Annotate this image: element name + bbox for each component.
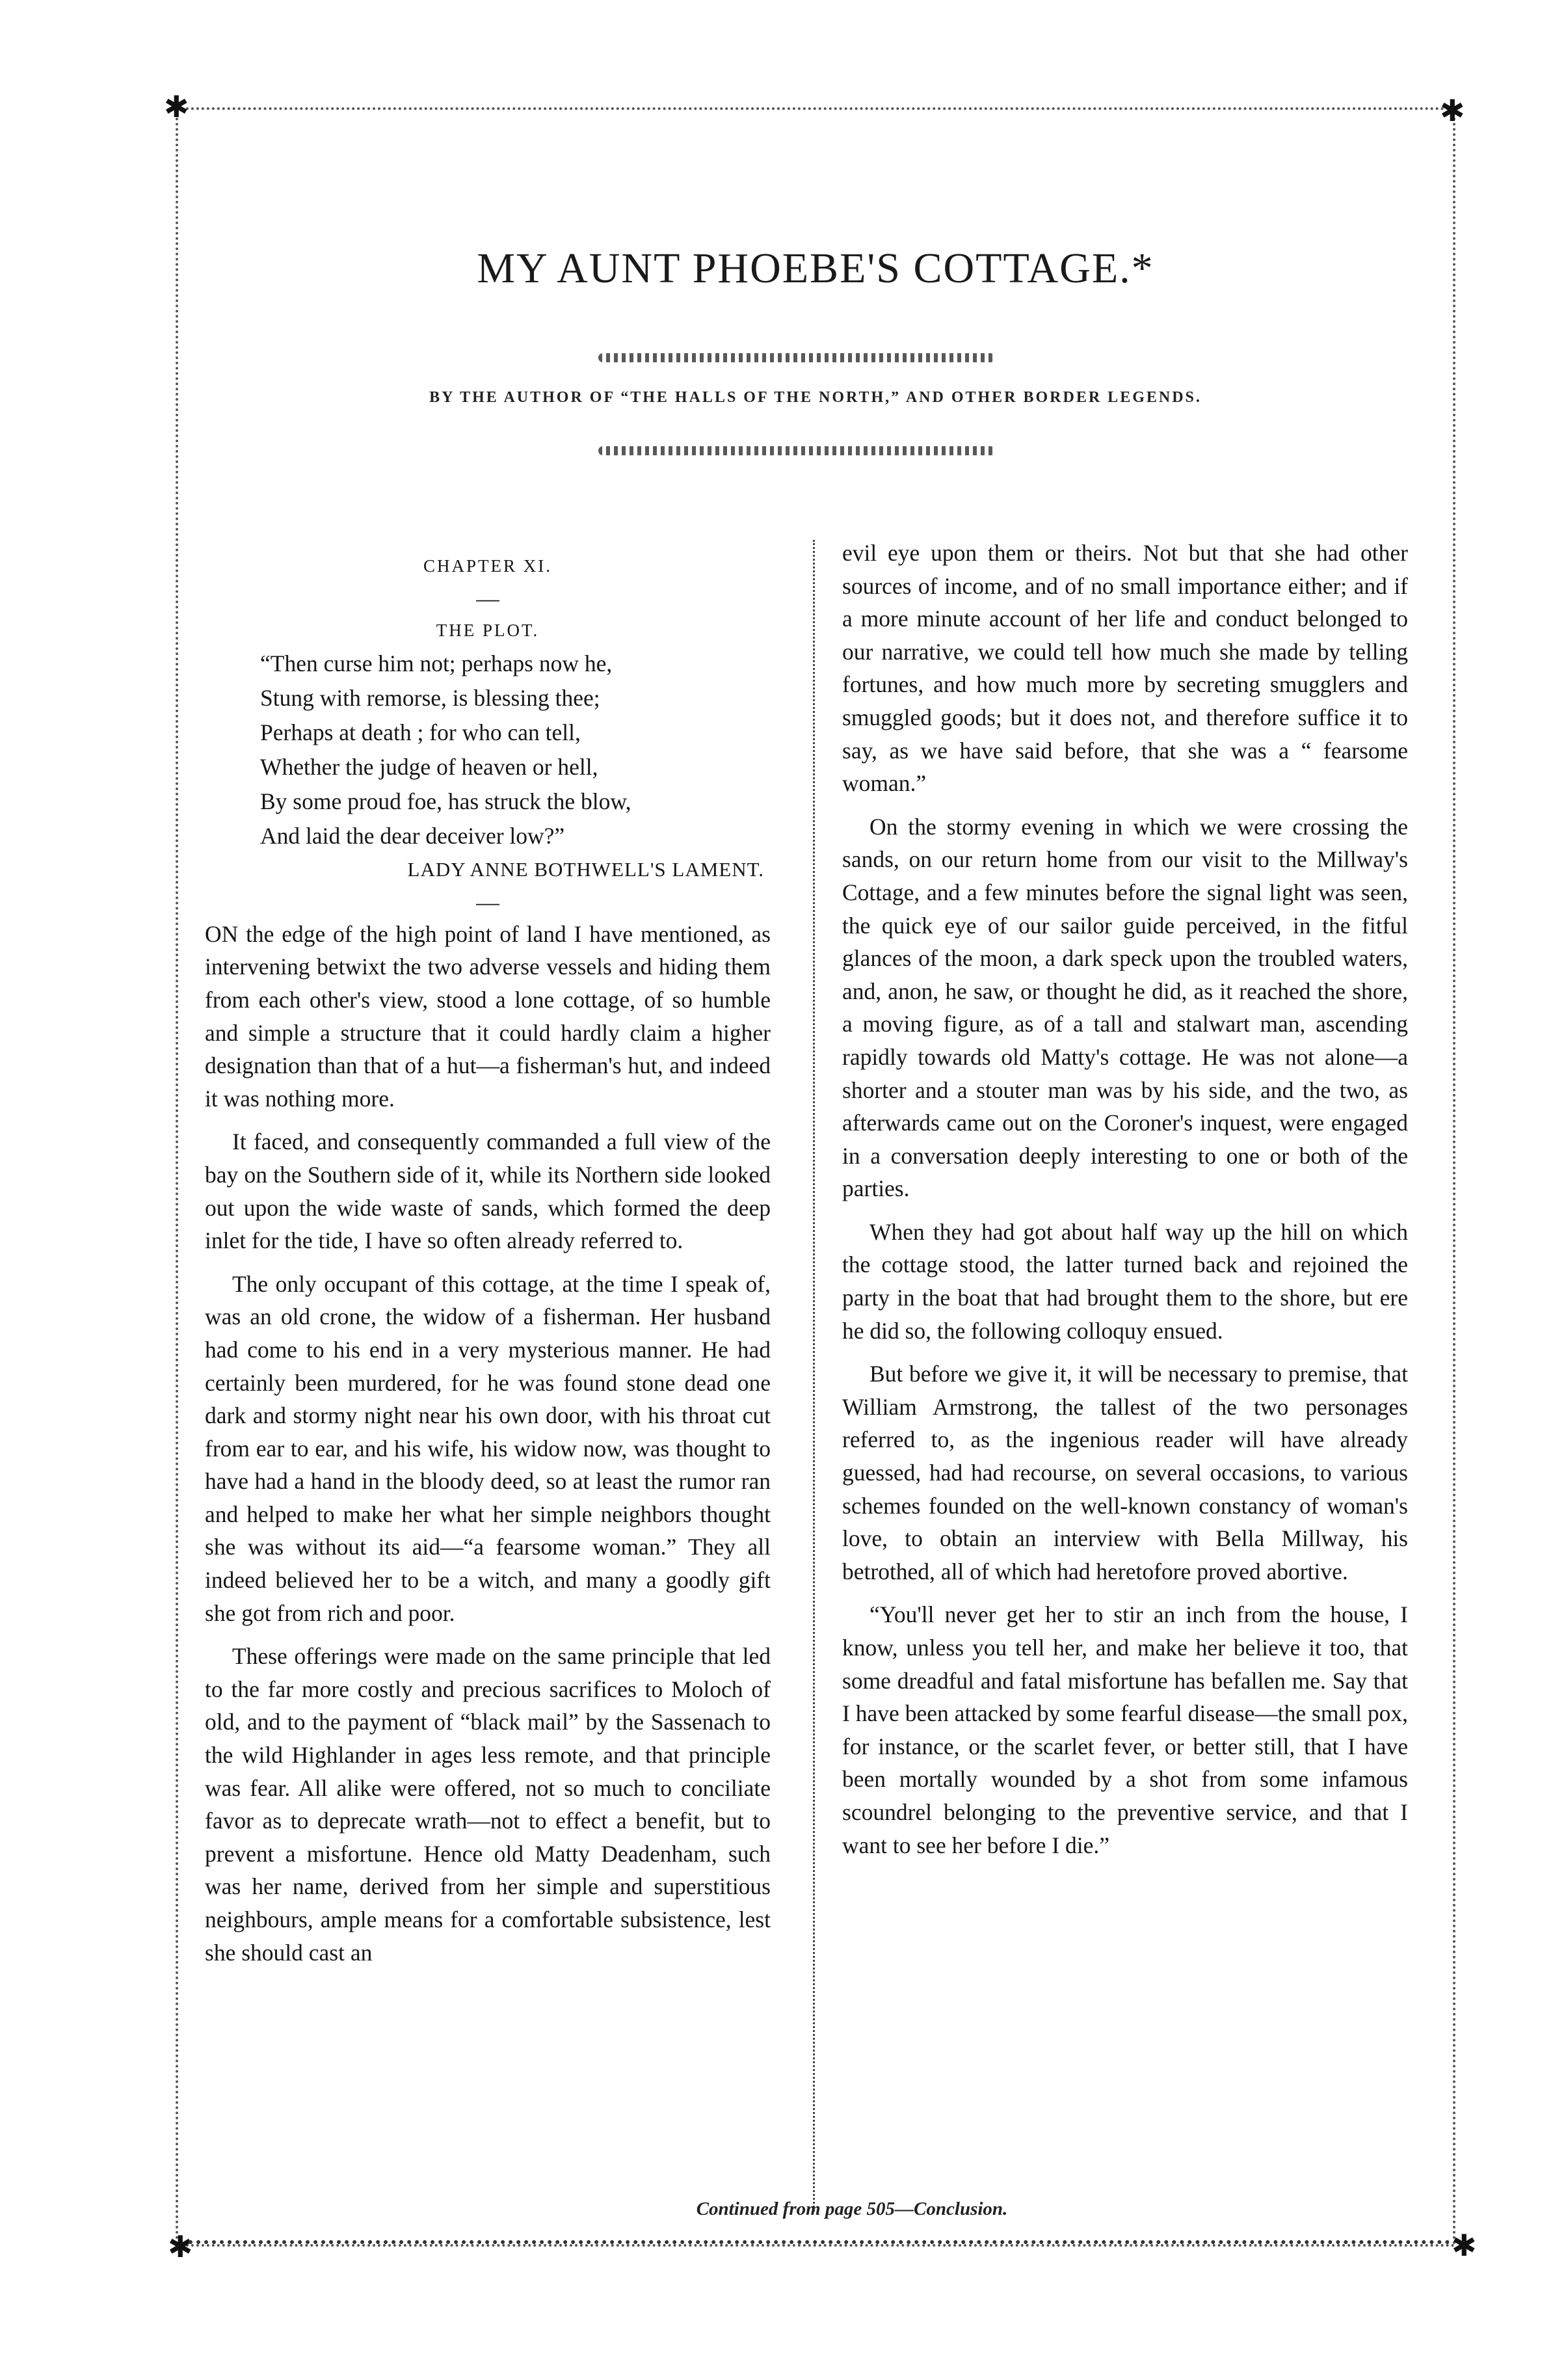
chapter-dash: — <box>476 585 499 611</box>
body-paragraph: evil eye upon them or theirs. Not but that she had other sources of income, and of no small importance either; and if a more minute account of her life and conduct belonged to our narrative, we could tell how much she made by telling fortunes, and how much more by secreting smugglers and smuggled goods; but it does not, and therefore suffice it to say, as we have said before, that she was a “ fearsome woman.” <box>842 540 1408 797</box>
body-paragraph: These offerings were made on the same principle that led to the far more costly and precious sacrifices to Moloch of old, and to the payment of “black mail” by the Sassenach to the wild Highlander in ages less remote, and that principle was fear. All alike were offered, not so much to conciliate favor as to deprecate wrath—not to effect a benefit, but to prevent a misfortune. Hence old Matty Deadenham, such was her name, derived from her simple and superstitious neighbours, ample means for a comfortable subsistence, lest she should cast an <box>205 1643 771 1966</box>
body-paragraph: ON the edge of the high point of land I have mentioned, as intervening betwixt the two adverse vessels and hiding them from each other's view, stood a lone cottage, of so humble and simple a structure that it could hardly claim a higher designation than that of a hut—a fisherman's hut, and indeed it was nothing more. <box>205 920 771 1112</box>
body-paragraph: The only occupant of this cottage, at the time I speak of, was an old crone, the widow of a fisherman. Her husband had come to his end in a very mysterious manner. He had certainly been murdered, for he was found stone dead one dark and stormy night near his own door, with his throat cut from ear to ear, and his wife, his widow now, was thought to have had a hand in the bloody deed, so at least the rumor ran and helped to make her what her simple neighbors thought she was without its aid—“a fearsome woman.” They all indeed believed her to be a witch, and many a goodly gift she got from rich and poor. <box>205 1270 771 1626</box>
corner-ornament-icon: ✱ <box>1452 2229 1477 2262</box>
right-column <box>842 537 1408 2195</box>
bottom-ornament-rule <box>189 2240 1450 2244</box>
continued-note: Continued from page 505—Conclusion. <box>696 2199 1008 2219</box>
body-paragraph: “You'll never get her to stir an inch from the house, I know, unless you tell her, and make her believe it too, that some dreadful and fatal misfortune has befallen me. Say that I have been attacked by some fearful disease—the small pox, for instance, or the scarlet fever, or better still, that I have been mortally wounded by a shot from some infamous scoundrel belonging to the preventive service, and that I want to see her before I die.” <box>842 1601 1408 1858</box>
section-dash: — <box>476 889 499 915</box>
body-paragraph: When they had got about half way up the hill on which the cottage stood, the latter turned back and rejoined the party in the boat that had brought them to the shore, but ere he did so, the following colloquy ensued. <box>842 1218 1408 1344</box>
corner-ornament-icon: ✱ <box>1440 94 1465 127</box>
verse-line: Perhaps at death ; for who can tell, <box>260 719 581 746</box>
body-paragraph: On the stormy evening in which we were crossing the sands, on our return home from our visit to the Millway's Cottage, and a few minutes before the signal light was seen, the quick eye of our sailor guide perceived, in the fitful glances of the moon, a dark speck upon the troubled waters, and, anon, he saw, or thought he did, as it reached the shore, a moving figure, as of a tall and stalwart man, ascending rapidly towards old Matty's cottage. He was not alone—a shorter and a stouter man was by his side, and the two, as afterwards came out on the Coroner's inquest, were engaged in a conversation deeply interesting to one or both of the parties. <box>842 813 1408 1202</box>
verse-line: Stung with remorse, is blessing thee; <box>260 685 600 712</box>
left-column <box>205 537 771 2195</box>
chapter-subtitle: THE PLOT. <box>436 620 540 640</box>
verse-line: By some proud foe, has struck the blow, <box>260 788 631 815</box>
page-title: MY AUNT PHOEBE'S COTTAGE.* <box>477 245 1154 292</box>
verse-line: “Then curse him not; perhaps now he, <box>260 650 613 677</box>
verse-line: Whether the judge of heaven or hell, <box>260 754 598 781</box>
byline-ornament-rule <box>598 446 995 455</box>
chapter-number: CHAPTER XI. <box>423 556 552 576</box>
epigraph-attribution: LADY ANNE BOTHWELL'S LAMENT. <box>407 858 764 881</box>
corner-ornament-icon: ✱ <box>164 90 189 124</box>
corner-ornament-icon: ✱ <box>168 2230 193 2264</box>
epigraph-verse <box>205 647 771 853</box>
body-paragraph: It faced, and consequently commanded a full view of the bay on the Southern side of it, while its Northern side looked out upon the wide waste of sands, which formed the deep inlet for the tide, I have so often already referred to. <box>205 1129 771 1254</box>
verse-line: And laid the dear deceiver low?” <box>260 823 565 849</box>
column-divider <box>813 540 815 2212</box>
title-ornament-rule <box>598 353 995 362</box>
byline: BY THE AUTHOR OF “THE HALLS OF THE NORTH,” AND OTHER BORDER LEGENDS. <box>429 389 1202 406</box>
body-paragraph: But before we give it, it will be necessary to premise, that William Armstrong, the tallest of the two personages referred to, as the ingenious reader will have already guessed, had had recourse, on several occasions, to various schemes founded on the well-known constancy of woman's love, to obtain an interview with Bella Millway, his betrothed, all of which had heretofore proved abortive. <box>842 1361 1408 1584</box>
